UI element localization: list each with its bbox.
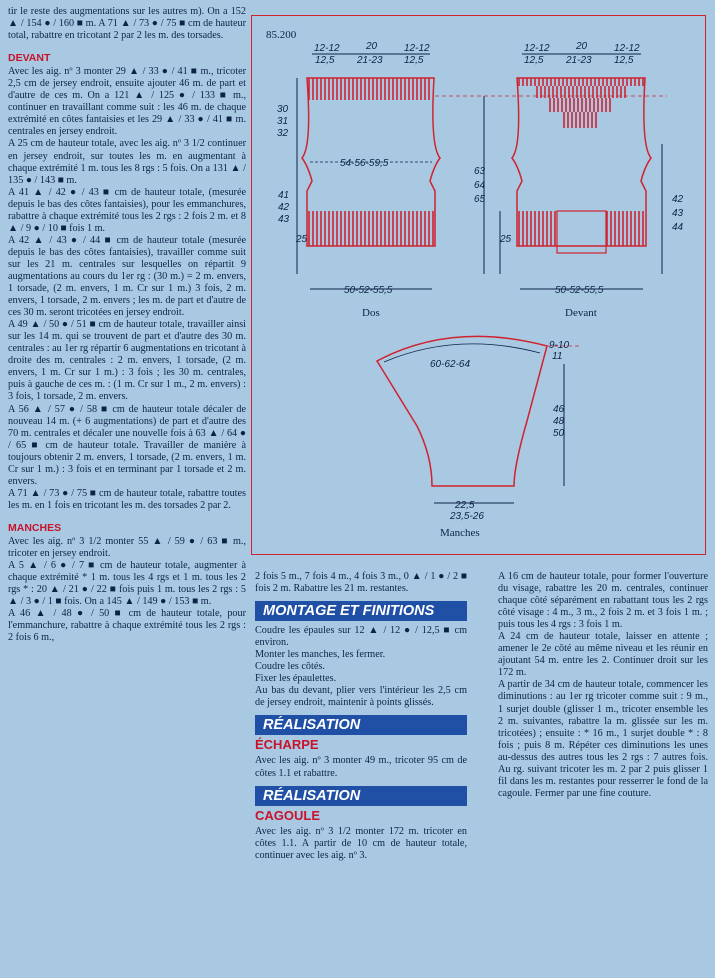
center-h2: 64 [474,180,486,191]
dos-top-mid: 20 [366,41,378,52]
section-banner: MONTAGE ET FINITIONS [255,601,467,621]
dev-top-right: 12-12 [614,43,640,54]
paragraph: Avec les aig. nº 3 monter 29 ▲ / 33 ● / 41 ■ m., tricoter 2,5 cm de jersey endroit, ensuite ajouter 46 m. de part et d'autre de ces m. On a 121 ▲ / 125 ● / 133 ■ m., continuer en travaillant comme suit : les 46 m. de chaque extrémité en côtes fantaisies et les 29 ▲ / 33 ● / 41 ■ m. centrales en jersey endroit. [8,66,246,138]
section-heading: DEVANT [8,52,51,65]
paragraph: A 5 ▲ / 6 ● / 7 ■ cm de hauteur totale, augmenter à chaque extrémité * 1 m. tous les 4 rgs et 1 m. tous les 2 rgs * : 20 ▲ / 21 ● / 22 ■ fois puis 1 m. tous les 2 rgs : 5 ▲ / 3 ● / 1 ■ fois. On a 145 ▲ / 149 ● / 153 ■ m. [8,560,246,608]
dos-bottom-width: 50-52-55,5 [344,285,393,296]
text-column-3 [498,571,708,800]
dos-m2: 42 [278,202,290,213]
paragraph: Coudre les côtés. [255,661,325,673]
dev-top-right2: 12,5 [614,55,634,66]
paragraph: A 41 ▲ / 42 ● / 43 ■ cm de hauteur totale, (mesurée depuis le bas des côtes fantaisies), pour les emmanchures, rabattre à chaque extrémité tous les 2 rgs : 2 fois 2 m. et 8 ▲ / 9 ● / 10 ■ fois 1 m. [8,186,246,234]
paragraph: A partir de 34 cm de hauteur totale, commencer les diminutions : au 1er rg tricoter comme suit : 9 m., 1 surjet double (glisser 1 m., tricoter ensemble les 2 m. suivantes, rabattre la m. glissée sur les m. tricotées) ; ensuite : * 16 m., 1 surjet double * : 8 fois ; puis 8 m. Répéter ces diminutions les unes au-dessus des autres tous les 2 rgs : 7 autres fois. Au rg. suivant tricoter les m. 2 par 2 puis glisser 1 fil dans les m. restantes pour resserrer le fond de la cagoule. Fermer par une fine couture. [498,679,708,799]
dos-top-right2: 12,5 [404,55,424,66]
dos-h3: 32 [277,128,289,139]
paragraph: Avec les aig. nº 3 1/2 monter 172 m. tricoter en côtes 1.1. A partir de 10 cm de hauteur totale, continuer avec les aig. nº 3. [255,825,467,861]
pattern-diagram [251,15,706,555]
dos-low: 25 [296,234,308,245]
dos-top-left: 12-12 [314,43,340,54]
paragraph: A 56 ▲ / 57 ● / 58 ■ cm de hauteur totale décaler de nouveau 14 m. (+ 6 augmentations) de part et d'autre des 70 m. centrales et décaler une nouvelle fois à 63 ▲ / 64 ● / 65 ■ cm de hauteur totale. Travailler de manière à toujours obtenir 2 m. envers, 1 torsade, (2 m. envers, 1 m. Cr sur 1 m.) : 3 fois et en terminant par 1 torsade et 2 m. envers. [8,403,246,487]
dev-h2: 43 [672,208,684,219]
sleeve-h2: 48 [553,416,565,427]
dos-m1: 41 [278,190,290,201]
dos-h2: 31 [277,116,289,127]
devant-piece [499,41,684,319]
paragraph: tir le reste des augmentations sur les autres m). On a 152 ▲ / 154 ● / 160 ■ m. A 71 ▲ / 73 ● / 75 ■ cm de hauteur total, rabattre en tricotant 2 par 2 les m. des torsades. [8,6,246,42]
dev-h3: 44 [672,222,684,233]
dev-h1: 42 [672,194,684,205]
section-subheading: CAGOULE [255,807,320,823]
sleeve-h3: 50 [553,428,565,439]
dev-low: 25 [500,234,512,245]
dev-top-mid: 20 [576,41,588,52]
center-h3: 65 [474,194,486,205]
dev-bottom-width: 50-52-55,5 [555,285,604,296]
dos-top-left2: 12,5 [315,55,335,66]
center-h1: 63 [474,166,486,177]
sleeve-h1: 46 [553,404,565,415]
paragraph: Au bas du devant, plier vers l'intérieur les 2,5 cm de jersey endroit, maintenir à points glissés. [255,685,467,709]
sleeve-piece [377,336,582,539]
sleeve-bottom1: 22,5 [455,500,475,511]
section-banner: RÉALISATION [255,715,467,735]
dos-m3: 43 [278,214,290,225]
paragraph: 2 fois 5 m., 7 fois 4 m., 4 fois 3 m., 0 ▲ / 1 ● / 2 ■ fois 2 m. Rabattre les 21 m. restantes. [255,571,467,595]
sleeve-caption: Manches [440,527,480,539]
section-heading: MANCHES [8,521,62,534]
paragraph: A 24 cm de hauteur totale, laisser en attente ; amener le 2e côté au même niveau et les réunir en ajoutant 54 m. entre les 2. Continuer droit sur les 172 m. [498,631,708,679]
paragraph: Monter les manches, les fermer. [255,649,386,661]
paragraph: A 25 cm de hauteur totale, avec les aig. nº 3 1/2 continuer en jersey endroit, sur toutes les m. en augmentant à chaque extrémité 1 m. tous les 8 rgs : 5 fois. On a 131 ▲ / 135 ● / 143 ■ m. [8,138,246,186]
paragraph: A 49 ▲ / 50 ● / 51 ■ cm de hauteur totale, travailler ainsi sur les 14 m. qui se trouvent de part et d'autre des 30 m. centrales : au 1er rg répartir 6 augmentations en tricotant à droite des m. centrales : 2 m. envers, 1 torsade, (2 m. envers, 1 m. Cr sur 1 m.) : 3 fois ; les 30 m. centrales, puis à gauche de ces m. : (1 m. Cr sur 1 m., 2 m. envers) : 3 fois, 1 torsade, 2 m. envers. [8,319,246,403]
paragraph: Coudre les épaules sur 12 ▲ / 12 ● / 12,5 ■ cm environ. [255,625,467,649]
dos-width: 54-56-59,5 [340,158,389,169]
dos-h1: 30 [277,104,289,115]
diagram-ref: 85.200 [266,29,297,41]
schematic-svg [252,16,707,556]
section-banner: RÉALISATION [255,786,467,806]
section-subheading: ÉCHARPE [255,737,319,753]
text-column-1 [8,6,246,644]
paragraph: Fixer les épaulettes. [255,673,337,685]
text-column-2 [255,571,467,862]
dev-top-left2: 12,5 [524,55,544,66]
dos-bottom-ribbing [309,211,433,246]
dos-piece [277,41,440,319]
paragraph: A 46 ▲ / 48 ● / 50 ■ cm de hauteur totale, pour l'emmanchure, rabattre à chaque extrémité tous les 2 rgs : 2 fois 6 m., [8,608,246,644]
paragraph: A 71 ▲ / 73 ● / 75 ■ cm de hauteur totale, rabattre toutes les m. en 1 fois en tricotant les m. des torsades 2 par 2. [8,487,246,511]
devant-caption: Devant [565,307,597,319]
dev-top-left: 12-12 [524,43,550,54]
sleeve-bottom2: 23,5-26 [450,511,484,522]
devant-collar-ribbing [519,78,643,128]
paragraph: Avec les aig. nº 3 1/2 monter 55 ▲ / 59 ● / 63 ■ m., tricoter en jersey endroit. [8,535,246,560]
dos-caption: Dos [362,307,380,319]
dos-top-right: 12-12 [404,43,430,54]
dos-collar-ribbing [309,78,429,100]
paragraph: Avec les aig. nº 3 monter 49 m., tricoter 95 cm de côtes 1.1 et rabattre. [255,755,467,779]
paragraph: A 42 ▲ / 43 ● / 44 ■ cm de hauteur totale (mesurée depuis le bas des côtes fantaisies), travailler comme suit sur les 21 m. centrales sur lesquelles on répartit 9 augmentations au cours du 1er rg : (30 m.) = 2 m. envers, 1 torsade, (2 m. envers, 1 m. Cr sur 1 m.) 3 fois, 2 m. envers, 1 torsade, 2 m. envers ; les m. de part et d'autre de ces 30 m. seront tricotées en jersey endroit. [8,234,246,319]
sleeve-cap1: 9-10 [549,340,570,351]
dev-top-mid2: 21-23 [566,55,592,66]
paragraph: A 16 cm de hauteur totale, pour former l'ouverture du visage, rabattre les 20 m. centrales, continuer chaque côté séparément en rabattant tous les 2 rgs côté visage : 4 m., 3 m., 2 fois 2 m. et 3 fois 1 m. ; puis tous les 4 rgs : 3 fois 1 m. [498,571,708,631]
dos-top-mid2: 21-23 [357,55,383,66]
sleeve-cap2: 11 [552,351,563,362]
sleeve-width: 60-62-64 [430,359,471,370]
